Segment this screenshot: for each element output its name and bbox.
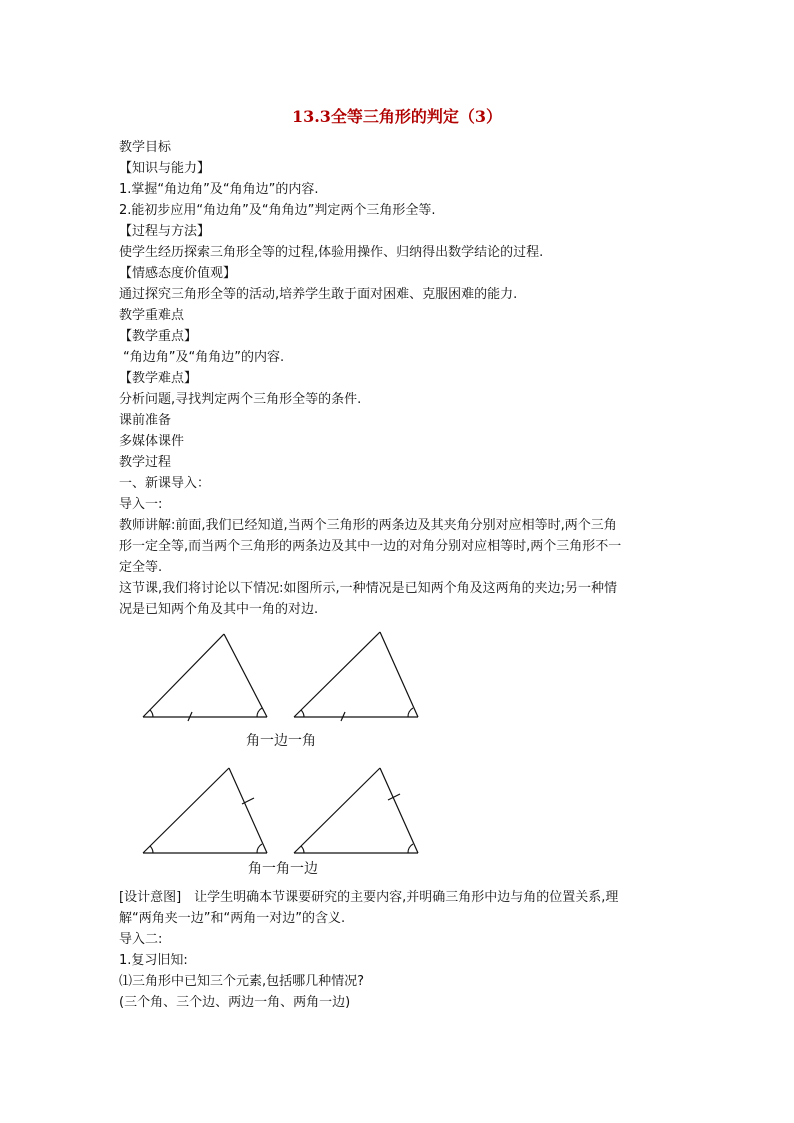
text-line: 多媒体课件 — [119, 434, 185, 449]
text-line: 况是已知两个角及其中一角的对边. — [119, 602, 319, 617]
text-line: 这节课,我们将讨论以下情况:如图所示,一种情况是已知两个角及这两角的夹边;另一种情 — [119, 581, 618, 596]
heading-teaching-process: 教学过程 — [119, 455, 172, 470]
text-line: 导入一: — [119, 497, 163, 512]
text-line: (三个角、三个边、两边一角、两角一边) — [119, 995, 351, 1010]
text-line: 1.掌握“角边角”及“角角边”的内容. — [119, 182, 319, 197]
heading-key-difficult-points: 教学重难点 — [119, 308, 185, 323]
text-line: 1.复习旧知: — [119, 953, 188, 968]
text-line: 定全等. — [119, 560, 163, 575]
text-line: 教师讲解:前面,我们已经知道,当两个三角形的两条边及其夹角分别对应相等时,两个三角 — [119, 518, 617, 533]
text-line: 2.能初步应用“角边角”及“角角边”判定两个三角形全等. — [119, 203, 436, 218]
heading-teaching-goals: 教学目标 — [119, 140, 172, 155]
figure-caption-asa: 角一边一角 — [246, 733, 316, 749]
text-line: 通过探究三角形全等的活动,培养学生敢于面对困难、克服困难的能力. — [119, 287, 518, 302]
figure-caption-aas: 角一角一边 — [248, 861, 318, 877]
triangle-aas-right — [294, 768, 418, 853]
text-line: 分析问题,寻找判定两个三角形全等的条件. — [119, 392, 362, 407]
text-line: 形一定全等,而当两个三角形的两条边及其中一边的对角分别对应相等时,两个三角形不一 — [119, 539, 622, 554]
triangle-aas-left — [143, 768, 267, 853]
design-intent-line: [设计意图] 让学生明确本节课要研究的主要内容,并明确三角形中边与角的位置关系,理 — [119, 890, 619, 905]
heading-process-method: 【过程与方法】 — [119, 224, 211, 239]
page-title: 13.3全等三角形的判定（3） — [291, 107, 503, 126]
heading-key-points: 【教学重点】 — [119, 329, 198, 344]
text-line: 导入二: — [119, 932, 163, 947]
text-line: 解“两角夹一边”和“两角一对边”的含义. — [119, 911, 346, 926]
heading-knowledge-ability: 【知识与能力】 — [119, 161, 211, 176]
heading-attitude-values: 【情感态度价值观】 — [119, 266, 237, 281]
text-line: “角边角”及“角角边”的内容. — [123, 350, 285, 365]
triangle-asa-left — [143, 634, 267, 721]
text-line: ⑴三角形中已知三个元素,包括哪几种情况? — [119, 974, 365, 989]
triangle-asa-right — [294, 632, 418, 721]
heading-preparation: 课前准备 — [119, 413, 172, 428]
text-line: 一、新课导入： — [119, 476, 211, 491]
heading-difficult-points: 【教学难点】 — [119, 371, 198, 386]
text-line: 使学生经历探索三角形全等的过程,体验用操作、归纳得出数学结论的过程. — [119, 245, 544, 260]
